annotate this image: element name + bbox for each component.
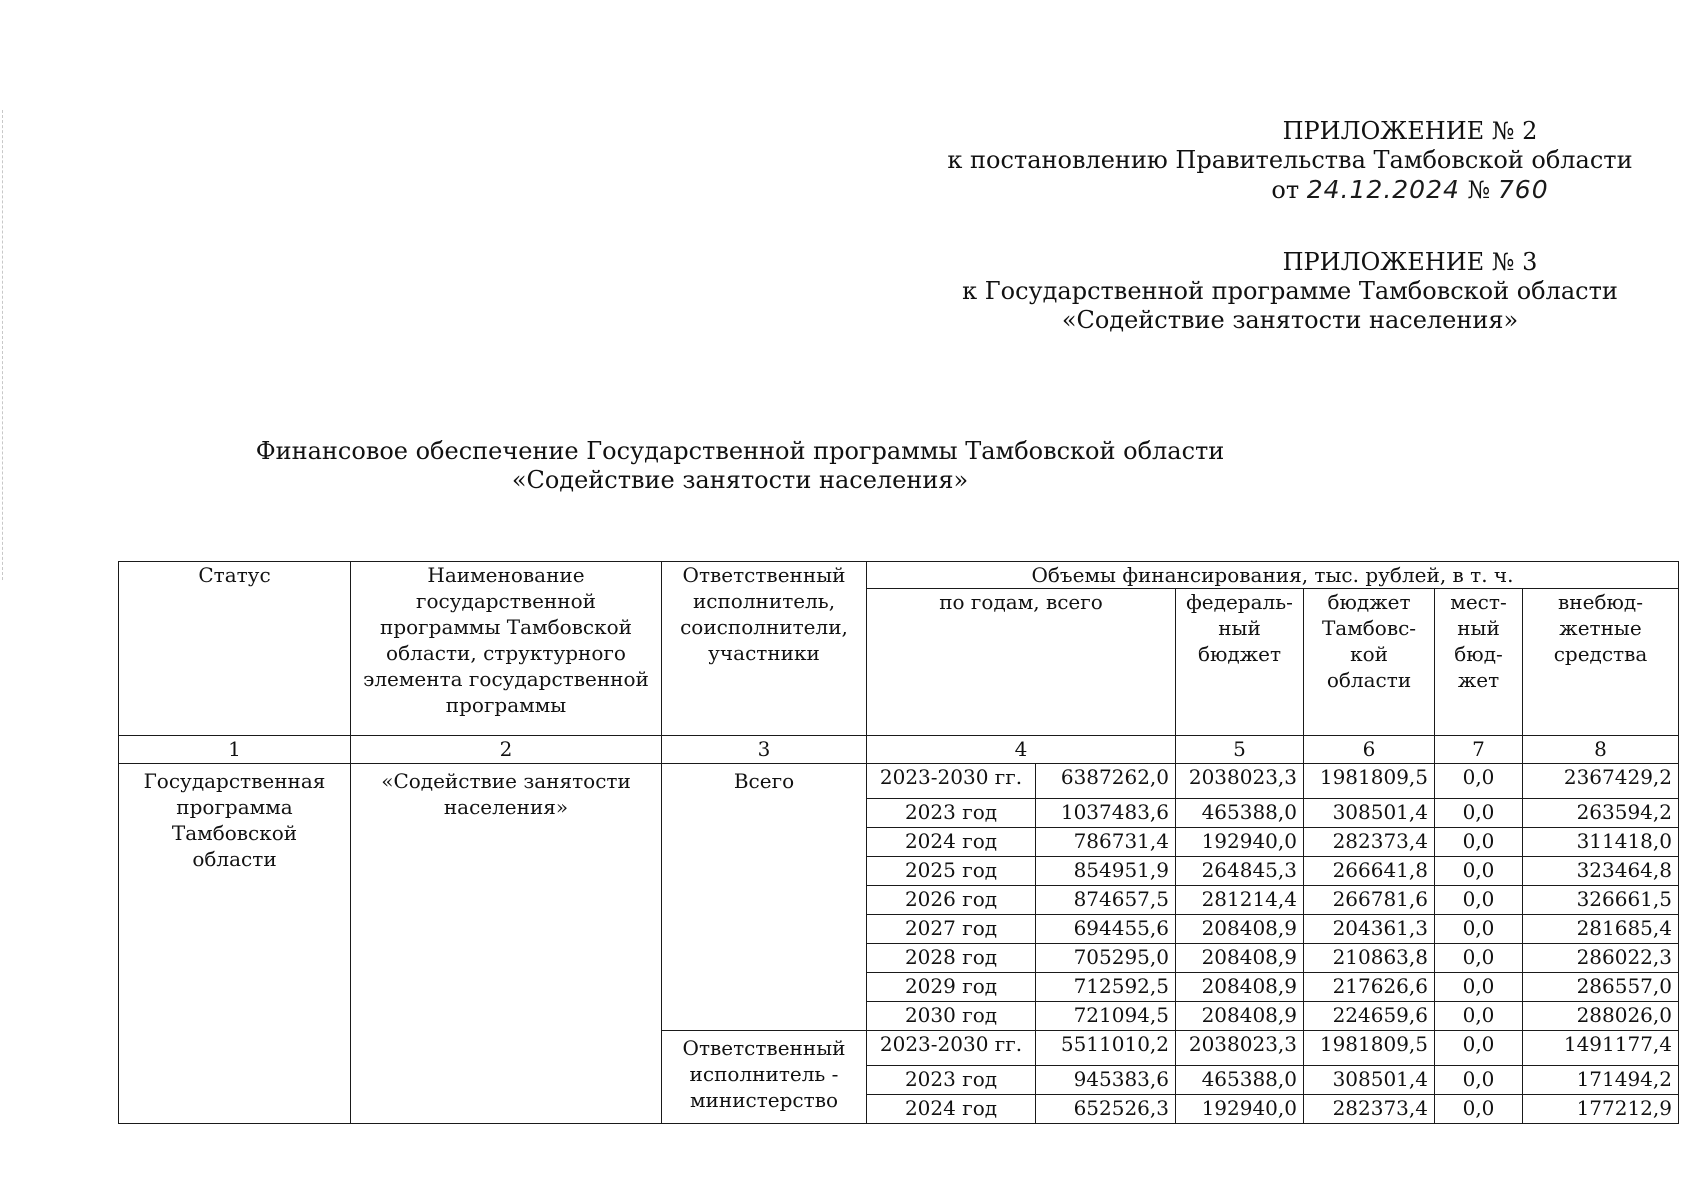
extrabudgetary-cell: 177212,9 — [1523, 1095, 1679, 1124]
extrabudgetary-cell: 281685,4 — [1523, 915, 1679, 944]
column-number: 7 — [1435, 736, 1523, 764]
column-number: 2 — [351, 736, 662, 764]
year-cell: 2029 год — [867, 973, 1036, 1002]
federal-budget-cell: 2038023,3 — [1176, 764, 1304, 799]
header-executor — [662, 562, 867, 736]
regional-budget-cell: 217626,6 — [1304, 973, 1435, 1002]
column-number: 8 — [1523, 736, 1679, 764]
text-line: Всего — [733, 769, 795, 793]
text-line: участники — [708, 641, 820, 665]
federal-budget-cell: 208408,9 — [1176, 973, 1304, 1002]
date-prefix: от — [1271, 176, 1300, 204]
federal-budget-cell: 208408,9 — [1176, 944, 1304, 973]
status-cell — [119, 764, 351, 1124]
text-line: кой — [1350, 642, 1388, 666]
program-name-cell — [351, 764, 662, 1124]
local-budget-cell: 0,0 — [1435, 1095, 1523, 1124]
column-number: 4 — [867, 736, 1176, 764]
federal-budget-cell: 264845,3 — [1176, 857, 1304, 886]
appendix-3-reference: к Государственной программе Тамбовской области — [962, 277, 1618, 305]
regional-budget-cell: 266781,6 — [1304, 886, 1435, 915]
regional-budget-cell: 282373,4 — [1304, 1095, 1435, 1124]
column-number-row — [119, 736, 1679, 764]
local-budget-cell: 0,0 — [1435, 1031, 1523, 1066]
year-cell: 2023 год — [867, 799, 1036, 828]
handwritten-date: 24.12.2024 — [1306, 175, 1460, 204]
year-total-cell: 1037483,6 — [1036, 799, 1176, 828]
local-budget-cell: 0,0 — [1435, 799, 1523, 828]
column-number: 3 — [662, 736, 867, 764]
text-line: государственной — [416, 589, 596, 613]
text-line: бюджет — [1197, 642, 1282, 666]
appendix-2-date-line — [900, 175, 1680, 205]
year-total-cell: 712592,5 — [1036, 973, 1176, 1002]
column-number: 6 — [1304, 736, 1435, 764]
text-line: исполнитель, — [692, 589, 836, 613]
extrabudgetary-cell: 286022,3 — [1523, 944, 1679, 973]
text-line: ный — [1457, 616, 1500, 640]
text-line: программы Тамбовской — [379, 615, 632, 639]
regional-budget-cell: 1981809,5 — [1304, 764, 1435, 799]
header-extrabudgetary — [1523, 589, 1679, 736]
federal-budget-cell: 192940,0 — [1176, 828, 1304, 857]
header-local-budget — [1435, 589, 1523, 736]
regional-budget-cell: 1981809,5 — [1304, 1031, 1435, 1066]
scan-margin-line — [2, 110, 4, 580]
extrabudgetary-cell: 311418,0 — [1523, 828, 1679, 857]
year-total-cell: 874657,5 — [1036, 886, 1176, 915]
text-line: федераль- — [1186, 590, 1293, 614]
year-cell: 2023-2030 гг. — [867, 1031, 1036, 1066]
year-cell: 2024 год — [867, 1095, 1036, 1124]
federal-budget-cell: 281214,4 — [1176, 886, 1304, 915]
text-line: элемента государственной — [363, 667, 649, 691]
appendix-3-header — [900, 248, 1680, 335]
financing-table — [118, 561, 1679, 1124]
year-cell: 2025 год — [867, 857, 1036, 886]
text-line: средства — [1553, 642, 1648, 666]
text-line: Наименование — [427, 563, 585, 587]
handwritten-number: 760 — [1497, 175, 1549, 204]
federal-budget-cell: 465388,0 — [1176, 799, 1304, 828]
local-budget-cell: 0,0 — [1435, 1002, 1523, 1031]
text-line: «Содействие занятости — [381, 769, 631, 793]
text-line: Государственная — [143, 769, 326, 793]
year-cell: 2030 год — [867, 1002, 1036, 1031]
regional-budget-cell: 210863,8 — [1304, 944, 1435, 973]
year-cell: 2023 год — [867, 1066, 1036, 1095]
appendix-2-title: ПРИЛОЖЕНИЕ № 2 — [1282, 117, 1538, 145]
federal-budget-cell: 208408,9 — [1176, 1002, 1304, 1031]
local-budget-cell: 0,0 — [1435, 944, 1523, 973]
text-line: ный — [1218, 616, 1261, 640]
extrabudgetary-cell: 286557,0 — [1523, 973, 1679, 1002]
number-label: № — [1467, 176, 1491, 204]
text-line: исполнитель - — [689, 1062, 839, 1086]
extrabudgetary-cell: 323464,8 — [1523, 857, 1679, 886]
extrabudgetary-cell: 288026,0 — [1523, 1002, 1679, 1031]
local-budget-cell: 0,0 — [1435, 915, 1523, 944]
text-line: жетные — [1559, 616, 1642, 640]
text-line: бюд- — [1454, 642, 1503, 666]
appendix-3-title: ПРИЛОЖЕНИЕ № 3 — [1282, 248, 1538, 276]
text-line: бюджет — [1327, 590, 1411, 614]
text-line: министерство — [689, 1088, 839, 1112]
header-program-name — [351, 562, 662, 736]
year-total-cell: 945383,6 — [1036, 1066, 1176, 1095]
regional-budget-cell: 308501,4 — [1304, 799, 1435, 828]
regional-budget-cell: 308501,4 — [1304, 1066, 1435, 1095]
document-title — [250, 437, 1230, 495]
local-budget-cell: 0,0 — [1435, 828, 1523, 857]
document-title-line-1: Финансовое обеспечение Государственной программы Тамбовской области — [255, 437, 1225, 465]
regional-budget-cell: 224659,6 — [1304, 1002, 1435, 1031]
year-cell: 2028 год — [867, 944, 1036, 973]
text-line: жет — [1457, 668, 1500, 692]
year-total-cell: 694455,6 — [1036, 915, 1176, 944]
year-cell: 2026 год — [867, 886, 1036, 915]
appendix-2-reference: к постановлению Правительства Тамбовской области — [947, 146, 1633, 174]
local-budget-cell: 0,0 — [1435, 857, 1523, 886]
extrabudgetary-cell: 2367429,2 — [1523, 764, 1679, 799]
federal-budget-cell: 208408,9 — [1176, 915, 1304, 944]
text-line: программы — [445, 693, 567, 717]
extrabudgetary-cell: 1491177,4 — [1523, 1031, 1679, 1066]
regional-budget-cell: 204361,3 — [1304, 915, 1435, 944]
text-line: соисполнители, — [680, 615, 848, 639]
local-budget-cell: 0,0 — [1435, 764, 1523, 799]
text-line: Ответственный — [682, 563, 846, 587]
header-row-1 — [119, 562, 1679, 589]
local-budget-cell: 0,0 — [1435, 1066, 1523, 1095]
text-line: населения» — [443, 795, 569, 819]
regional-budget-cell: 282373,4 — [1304, 828, 1435, 857]
text-line: программа — [176, 795, 293, 819]
year-cell: 2024 год — [867, 828, 1036, 857]
year-total-cell: 854951,9 — [1036, 857, 1176, 886]
header-regional-budget — [1304, 589, 1435, 736]
document-title-line-2: «Содействие занятости населения» — [511, 466, 969, 494]
year-total-cell: 786731,4 — [1036, 828, 1176, 857]
text-line: Тамбовс- — [1321, 616, 1417, 640]
federal-budget-cell: 2038023,3 — [1176, 1031, 1304, 1066]
column-number: 1 — [119, 736, 351, 764]
year-total-cell: 6387262,0 — [1036, 764, 1176, 799]
year-total-cell: 721094,5 — [1036, 1002, 1176, 1031]
text-line: мест- — [1450, 590, 1507, 614]
year-cell: 2027 год — [867, 915, 1036, 944]
text-line: внебюд- — [1558, 590, 1643, 614]
header-status: Статус — [119, 562, 351, 736]
local-budget-cell: 0,0 — [1435, 973, 1523, 1002]
year-total-cell: 705295,0 — [1036, 944, 1176, 973]
header-by-years: по годам, всего — [867, 589, 1176, 736]
executor-cell — [662, 764, 867, 1031]
appendix-2-header — [900, 117, 1680, 205]
federal-budget-cell: 192940,0 — [1176, 1095, 1304, 1124]
extrabudgetary-cell: 263594,2 — [1523, 799, 1679, 828]
year-total-cell: 652526,3 — [1036, 1095, 1176, 1124]
table-row — [119, 764, 1679, 799]
regional-budget-cell: 266641,8 — [1304, 857, 1435, 886]
text-line: области — [192, 847, 277, 871]
executor-cell — [662, 1031, 867, 1124]
local-budget-cell: 0,0 — [1435, 886, 1523, 915]
text-line: Ответственный — [682, 1036, 846, 1060]
text-line: области, структурного — [386, 641, 626, 665]
header-federal-budget — [1176, 589, 1304, 736]
federal-budget-cell: 465388,0 — [1176, 1066, 1304, 1095]
header-financing-volumes: Объемы финансирования, тыс. рублей, в т. ч. — [867, 562, 1679, 589]
year-total-cell: 5511010,2 — [1036, 1031, 1176, 1066]
year-cell: 2023-2030 гг. — [867, 764, 1036, 799]
column-number: 5 — [1176, 736, 1304, 764]
text-line: области — [1326, 668, 1412, 692]
extrabudgetary-cell: 171494,2 — [1523, 1066, 1679, 1095]
appendix-3-program: «Содействие занятости населения» — [1061, 306, 1519, 334]
extrabudgetary-cell: 326661,5 — [1523, 886, 1679, 915]
text-line: Тамбовской — [171, 821, 298, 845]
